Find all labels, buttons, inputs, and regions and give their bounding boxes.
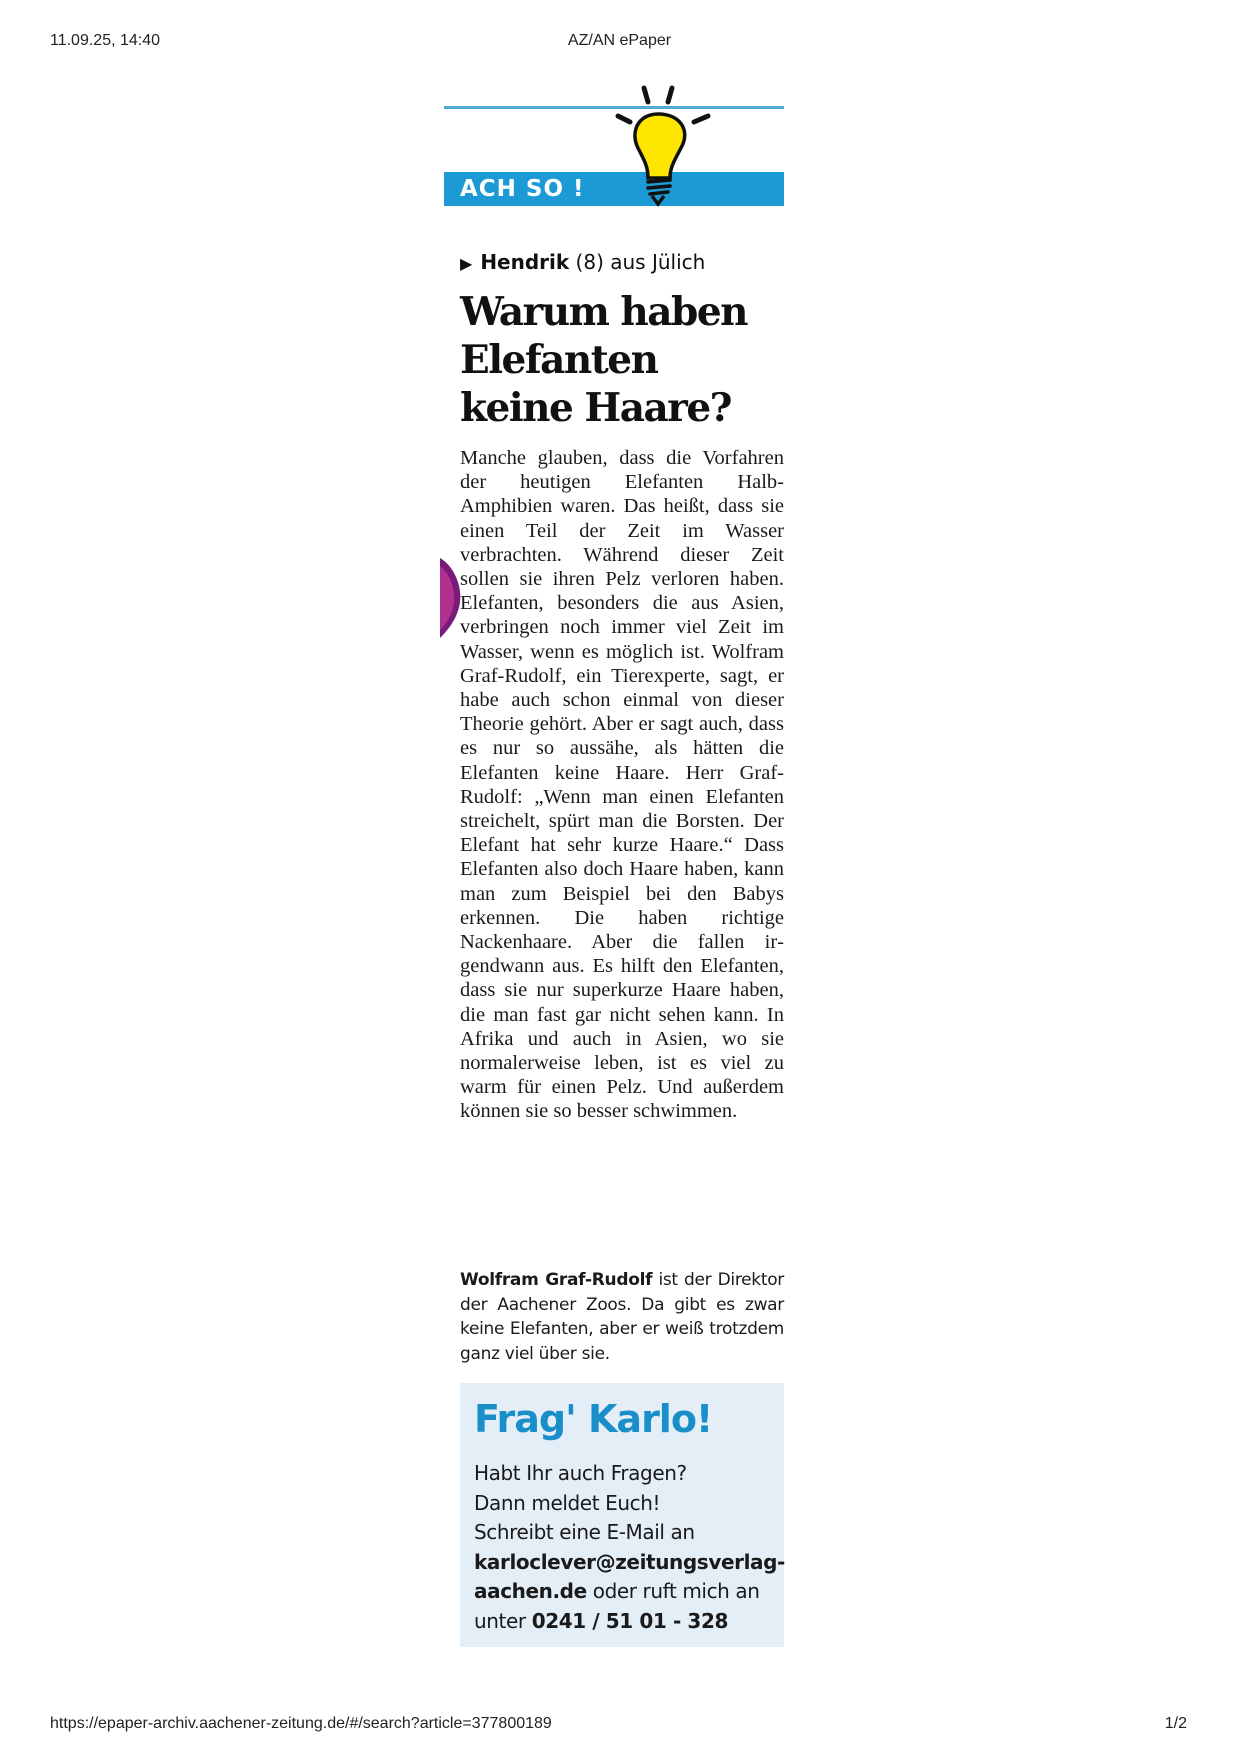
author-name: Hendrik [480, 250, 570, 274]
expert-bio-text: ist der Direktor der Aachener Zoos. Da gibt es zwar keine Elefanten, aber er weiß trotzdem ganz viel über sie. [460, 1270, 784, 1364]
arrow-icon: ▶ [460, 254, 473, 273]
frag-karlo-box [460, 1383, 784, 1647]
karlo-line-3: Schreibt eine E-Mail an [474, 1520, 695, 1544]
expert-bio [460, 1268, 784, 1366]
karlo-after-email: oder ruft mich an [586, 1579, 760, 1603]
author-details: (8) aus Jülich [569, 250, 706, 274]
lightbulb-icon [608, 80, 758, 230]
print-header [0, 32, 1239, 54]
karlo-phone-prefix: unter [474, 1608, 532, 1633]
purple-image-edge [440, 558, 462, 638]
banner-label: ACH SO ! [460, 176, 585, 202]
expert-name: Wolfram Graf-Rudolf [460, 1270, 653, 1290]
print-page-number: 1/2 [1164, 1715, 1187, 1732]
ach-so-banner [444, 80, 784, 230]
print-datetime: 11.09.25, 14:40 [50, 32, 161, 49]
headline-line-1: Warum haben [460, 289, 747, 335]
karlo-line-1: Habt Ihr auch Fragen? [474, 1461, 687, 1485]
headline-line-3: keine Haare? [460, 385, 731, 431]
karlo-line-2: Dann meldet Euch! [474, 1490, 661, 1515]
print-url[interactable]: https://epaper-archiv.aachener-zeitung.de/#/search?article=377800189 [50, 1715, 552, 1732]
karlo-phone: 0241 / 51 01 - 328 [531, 1608, 728, 1633]
article-body: Manche glauben, dass die Vorfahren der heutigen Elefanten Halb-Amphibien waren. Das heißt, dass sie einen Teil der Zeit im Wasser verbrachten. Während dieser Zeit sollen sie ihren Pelz verloren haben. Elefanten, besonders die aus Asien, verbringen noch immer viel Zeit im Wasser, wenn es möglich ist. Wolfram Graf-Rudolf, ein Tierexperte, sagt, er habe auch schon einmal von dieser Theorie gehört. Aber er sagt auch, dass es nur so aussähe, als hätten die Elefanten keine Haare. Herr Graf-Rudolf: „Wenn man einen Elefanten streichelt, spürt man die Borsten. Der Elefant hat sehr kurze Haare.“ Dass Elefanten also doch Haare haben, kann man zum Beispiel bei den Babys erkennen. Die haben richtige Nackenhaare. Aber die fallen irgendwann aus. Es hilft den Elefanten, dass sie nur superkurze Haare haben, die man fast gar nicht sehen kann. In Afrika und auch in Asien, wo sie normalerweise leben, ist es viel zu warm für einen Pelz. Und außerdem können sie so besser schwimmen. [460, 447, 784, 1123]
print-title: AZ/AN ePaper [567, 32, 672, 49]
headline-line-2: Elefanten [460, 337, 658, 383]
question-author [460, 250, 705, 274]
karlo-text [474, 1459, 785, 1636]
karlo-email-link[interactable]: karloclever@zeitungsverlag-aachen.de [474, 1549, 785, 1603]
karlo-title: Frag' Karlo! [474, 1397, 713, 1441]
print-footer [0, 1715, 1239, 1737]
headline [460, 288, 780, 432]
